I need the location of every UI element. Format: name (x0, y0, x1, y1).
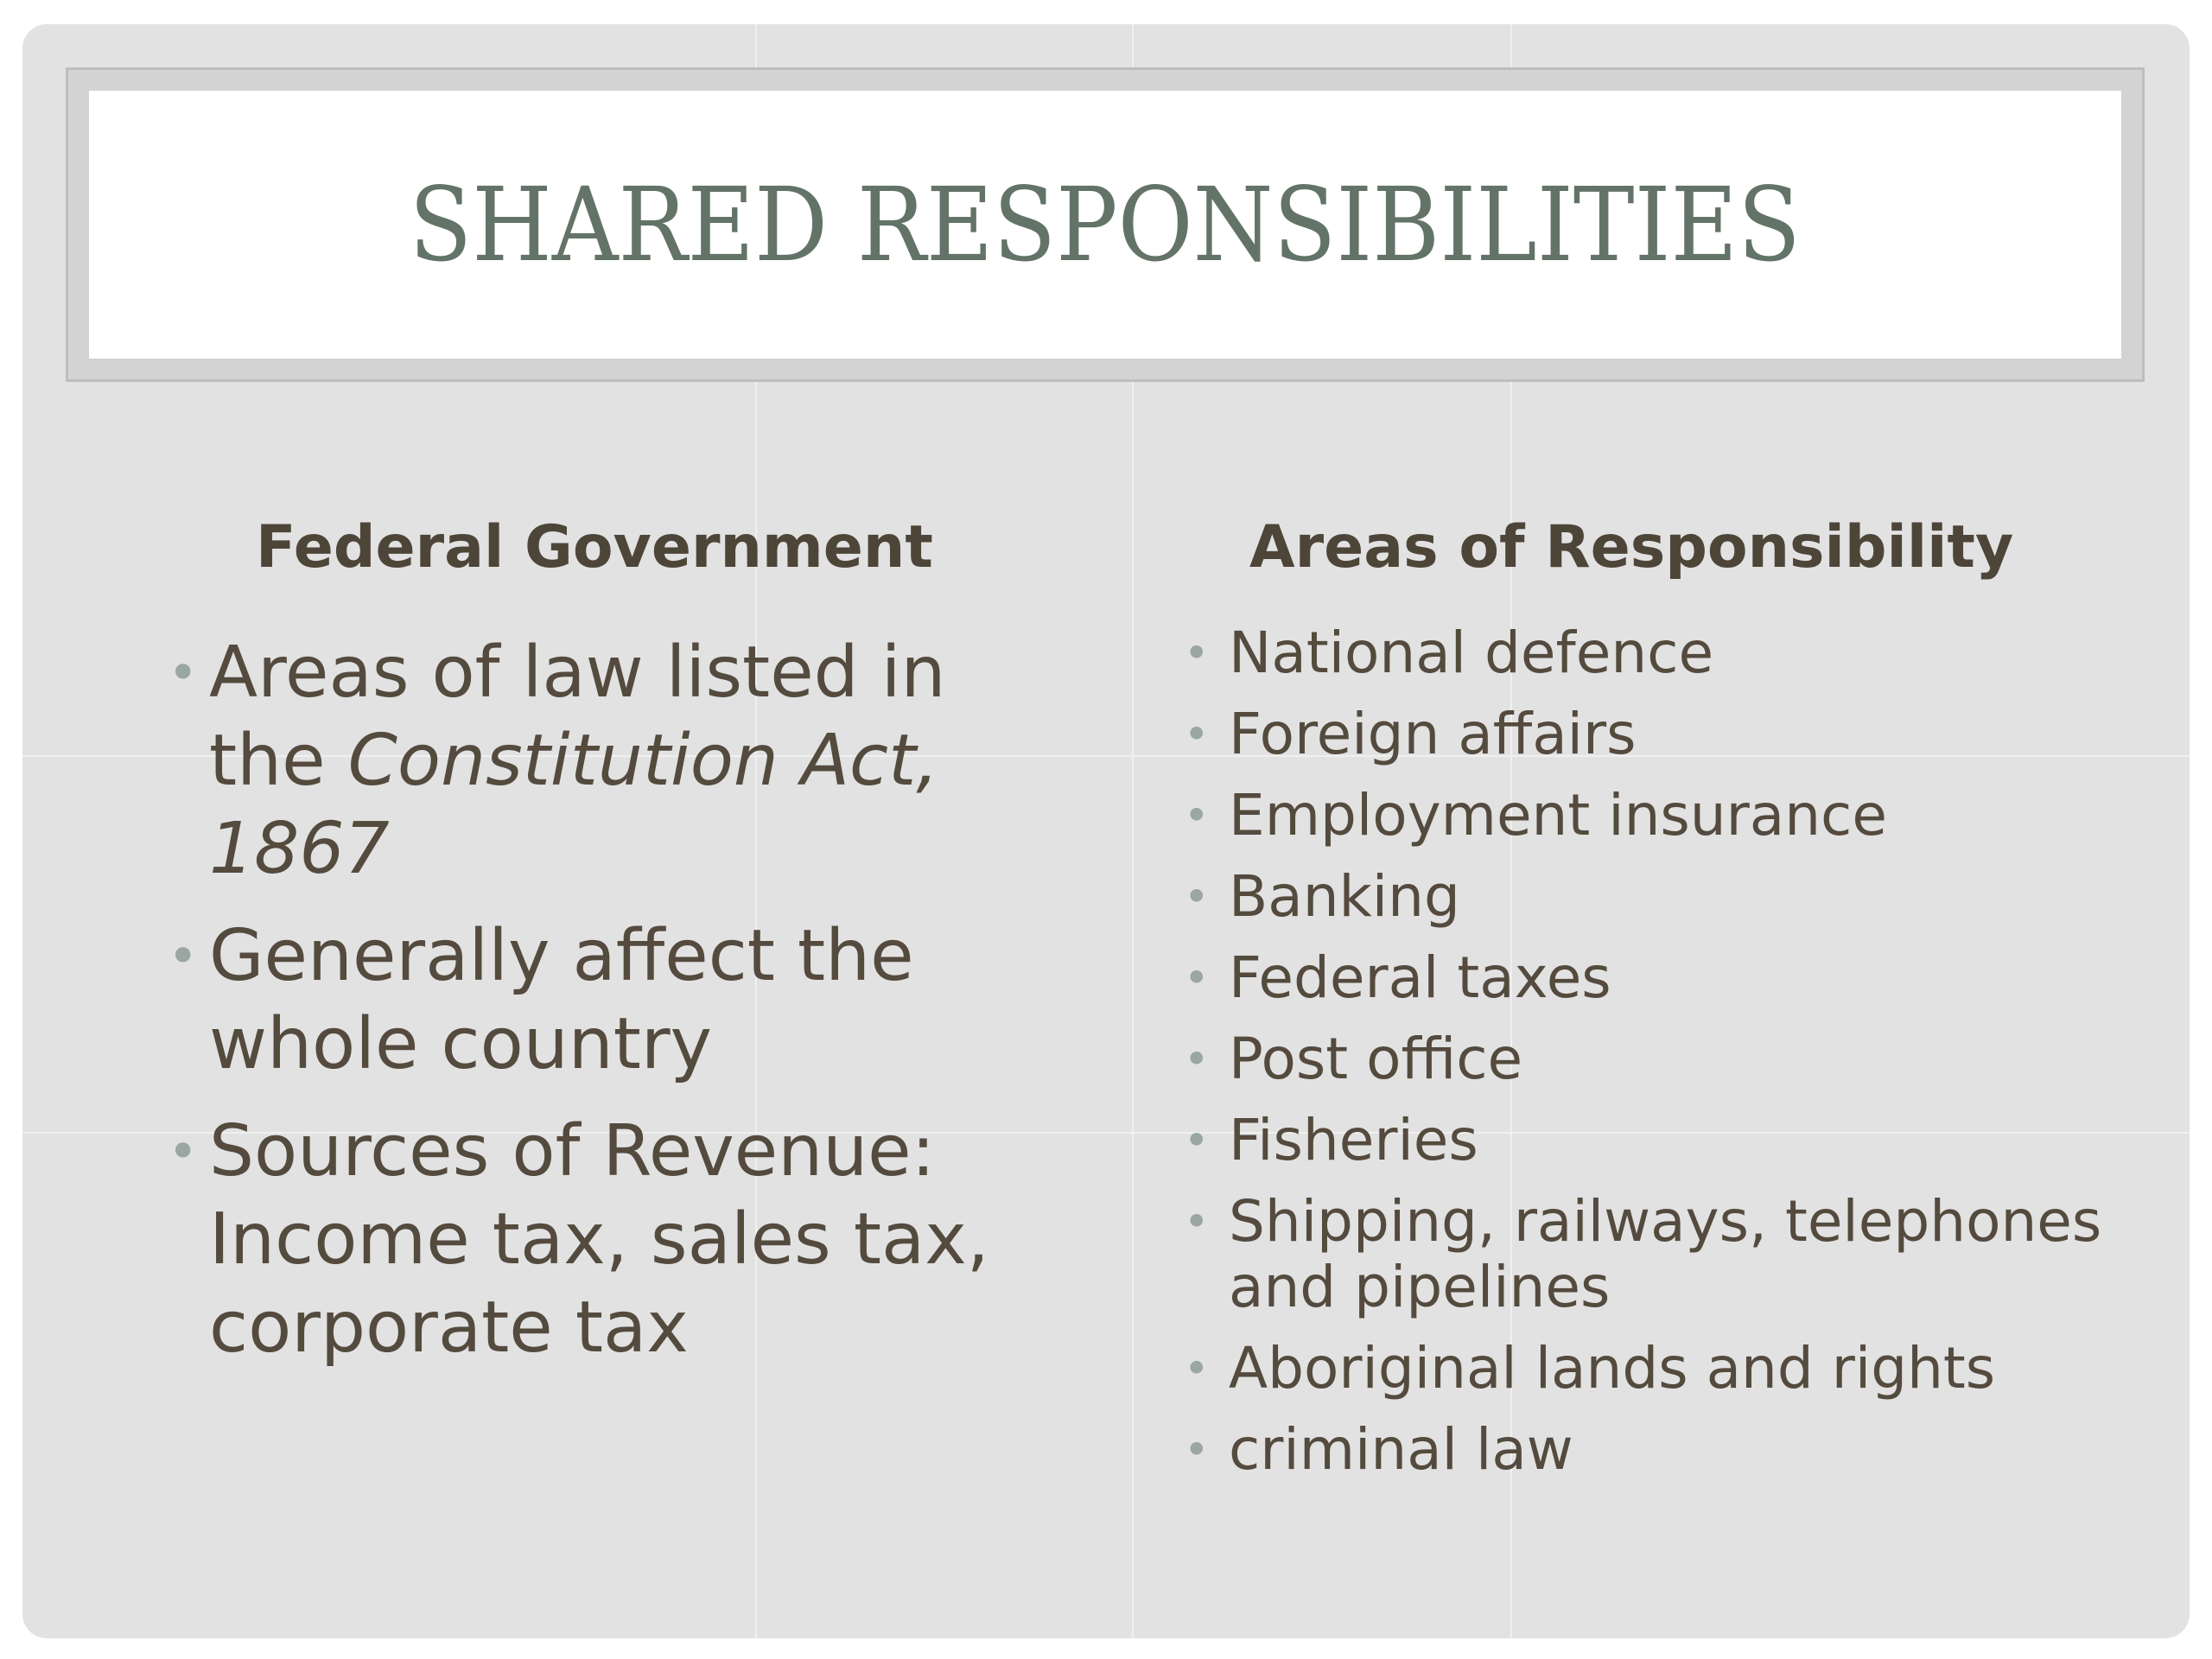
areas-of-responsibility-list (1184, 620, 2179, 1498)
bullet-icon: • (1184, 1197, 1210, 1247)
bullet-icon: • (1184, 872, 1210, 922)
right-column-heading: Areas of Responsibility (1249, 513, 2014, 582)
list-item (168, 629, 1030, 893)
list-item (1184, 944, 2179, 1011)
slide (22, 24, 2190, 1638)
list-item (1184, 1107, 2179, 1173)
bullet-icon: • (1184, 1425, 1210, 1475)
list-item-text: Generally affect the whole country (209, 915, 914, 1085)
list-item (168, 912, 1030, 1089)
federal-government-list (168, 629, 1030, 1391)
left-column-heading: Federal Government (256, 513, 933, 582)
slide-title: SHARED RESPONSIBILITIES (409, 165, 1802, 284)
list-item (1184, 1026, 2179, 1092)
list-item-text: Post office (1229, 1026, 1523, 1092)
list-item-text: Fisheries (1229, 1107, 1478, 1173)
list-item (1184, 863, 2179, 930)
list-item-text: Employment insurance (1229, 782, 1887, 849)
list-item (1184, 1416, 2179, 1483)
bullet-icon: • (1184, 1344, 1210, 1394)
list-item (1184, 701, 2179, 767)
list-item-text: Foreign affairs (1229, 701, 1637, 767)
bullet-icon: • (1184, 953, 1210, 1003)
list-item (1184, 1188, 2179, 1320)
list-item-text: Aboriginal lands and rights (1229, 1335, 1996, 1402)
bullet-icon: • (1184, 709, 1210, 760)
list-item (1184, 620, 2179, 686)
list-item-italic-text: Constitution Act, 1867 (209, 720, 939, 890)
list-item-text: Banking (1229, 863, 1460, 930)
title-box (89, 91, 2121, 359)
list-item-text: Shipping, railways, telephones and pipelines (1229, 1188, 2102, 1320)
list-item-text: Areas of law listed in the (209, 632, 946, 802)
list-item (1184, 1335, 2179, 1402)
list-item-text: National defence (1229, 620, 1714, 686)
list-item-text: Federal taxes (1229, 944, 1611, 1011)
title-frame (66, 67, 2145, 382)
bullet-icon: • (1184, 1034, 1210, 1084)
bullet-icon: • (1184, 1116, 1210, 1166)
list-item-text: criminal law (1229, 1416, 1573, 1483)
bullet-icon: • (168, 1122, 199, 1182)
list-item-text: Sources of Revenue: Income tax, sales tax, corporate tax (209, 1110, 989, 1369)
bullet-icon: • (1184, 628, 1210, 678)
list-item (168, 1108, 1030, 1372)
bullet-icon: • (168, 643, 199, 703)
bullet-icon: • (168, 926, 199, 987)
list-item (1184, 782, 2179, 849)
bullet-icon: • (1184, 791, 1210, 841)
